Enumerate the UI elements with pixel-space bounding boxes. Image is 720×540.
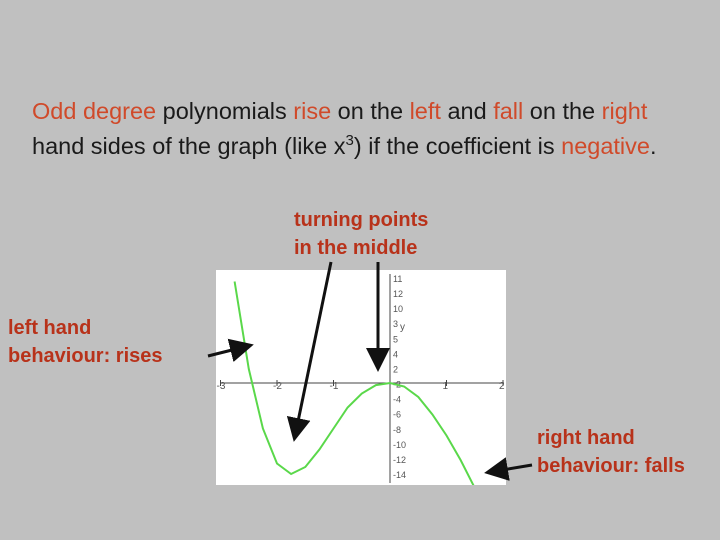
exponent: 3 <box>345 131 354 149</box>
word-negative: negative <box>561 132 650 159</box>
word-fall: fall <box>493 98 524 124</box>
x-tick-label: -2 <box>273 381 282 392</box>
x-tick-label: 2 <box>499 381 505 392</box>
y-tick-label: 12 <box>393 289 404 300</box>
x-tick-label: -3 <box>216 381 226 392</box>
text-fragment: . <box>649 132 657 159</box>
text-fragment: and <box>440 98 494 124</box>
left-label-line2: behaviour: rises <box>8 345 163 367</box>
y-tick-label: -12 <box>393 454 407 465</box>
y-tick-label: 10 <box>393 304 404 315</box>
y-axis-label: y <box>400 322 405 333</box>
text-fragment: on the <box>331 98 410 124</box>
arrow-to-minimum <box>295 262 331 436</box>
word-rise: rise <box>293 98 332 124</box>
text-fragment: ) if the coefficient is <box>353 132 562 159</box>
y-tick-label: -2 <box>393 379 402 390</box>
text-fragment: on the <box>523 98 602 124</box>
text-fragment: hand sides of the graph (like x <box>32 132 346 159</box>
x-tick-label: 1 <box>442 381 449 392</box>
y-tick-label: -4 <box>393 394 402 405</box>
x-tick-label: -1 <box>329 381 339 392</box>
right-label-line1: right hand <box>537 427 635 449</box>
y-tick-label: 2 <box>393 364 399 375</box>
y-tick-label: 3 <box>393 319 399 330</box>
y-tick-label: -14 <box>393 470 407 480</box>
right-label-line2: behaviour: falls <box>537 455 685 477</box>
y-tick-label: 5 <box>393 334 399 345</box>
phrase-odd-degree: Odd degree <box>32 98 157 124</box>
y-tick-label: -6 <box>393 409 402 420</box>
text-fragment: polynomials <box>156 98 294 124</box>
y-tick-label: 4 <box>393 349 399 360</box>
word-right: right <box>601 98 648 124</box>
y-tick-label: 11 <box>393 274 403 284</box>
y-tick-label: -8 <box>393 424 402 435</box>
word-left: left <box>409 98 441 124</box>
arrow-to-left-end <box>208 346 248 356</box>
arrow-to-right-end <box>490 465 532 472</box>
turning-label-line1: turning points <box>294 209 429 231</box>
turning-label-line2: in the middle <box>294 237 418 259</box>
y-tick-label: -10 <box>393 439 407 450</box>
left-label-line1: left hand <box>8 317 92 339</box>
